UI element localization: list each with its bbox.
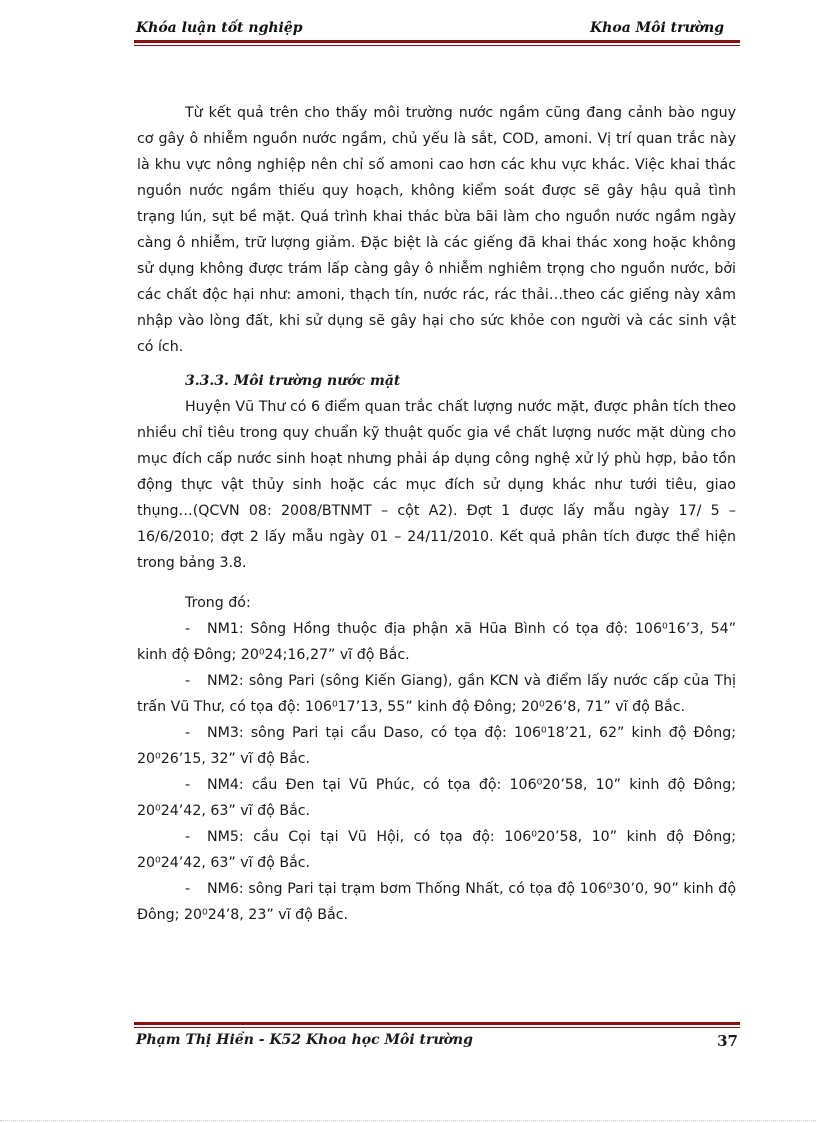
page-content — [137, 100, 736, 928]
page-header — [136, 18, 724, 42]
page-footer — [136, 1032, 738, 1056]
list-item-text: NM1: Sông Hồng thuộc địa phận xã Hũa Bình có tọa độ: 106⁰16’3, 54” kinh độ Đông; 20⁰24;16,27” vĩ độ Bắc. — [137, 621, 736, 663]
header-rule — [134, 40, 740, 46]
list-item-text: NM2: sông Pari (sông Kiến Giang), gần KCN và điểm lấy nước cấp của Thị trấn Vũ Thư, có tọa độ: 106⁰17’13, 55” kinh độ Đông; 20⁰26’8, 71” vĩ độ Bắc. — [137, 673, 736, 715]
footer-author: Phạm Thị Hiền - K52 Khoa học Môi trường — [136, 1032, 473, 1048]
list-item — [137, 824, 736, 876]
header-thesis-title: Khóa luận tốt nghiệp — [136, 20, 303, 36]
footer-rule — [134, 1022, 740, 1028]
bullet-dash: - — [185, 777, 191, 793]
page-number: 37 — [717, 1032, 738, 1050]
list-intro: Trong đó: — [185, 595, 251, 611]
bullet-dash: - — [185, 673, 191, 689]
bullet-dash: - — [185, 725, 191, 741]
list-item-text: NM6: sông Pari tại trạm bơm Thống Nhất, có tọa độ 106⁰30’0, 90” kinh độ Đông; 20⁰24’8, 23” vĩ độ Bắc. — [137, 881, 736, 923]
list-item — [137, 876, 736, 928]
bullet-dash: - — [185, 881, 191, 897]
list-item — [137, 720, 736, 772]
list-item-text: NM3: sông Pari tại cầu Daso, có tọa độ: 106⁰18’21, 62” kinh độ Đông; 20⁰26’15, 32” vĩ độ Bắc. — [137, 725, 736, 767]
header-faculty: Khoa Môi trường — [590, 20, 724, 36]
list-item-text: NM4: cầu Đen tại Vũ Phúc, có tọa độ: 106⁰20’58, 10” kinh độ Đông; 20⁰24’42, 63” vĩ độ Bắc. — [137, 777, 736, 819]
page-bottom-divider — [0, 1120, 816, 1121]
paragraph-surface-water: Huyện Vũ Thư có 6 điểm quan trắc chất lượng nước mặt, được phân tích theo nhiều chỉ tiêu trong quy chuẩn kỹ thuật quốc gia về chất lượng nước mặt dùng cho mục đích cấp nước sinh hoạt nhưng phải áp dụng công nghệ xử lý phù hợp, bảo tồn động thực vật thủy sinh hoặc các mục đích sử dụng khác như tưới tiêu, giao thụng…(QCVN 08: 2008/BTNMT – cột A2). Đợt 1 được lấy mẫu ngày 17/ 5 – 16/6/2010; đợt 2 lấy mẫu ngày 01 – 24/11/2010. Kết quả phân tích được thể hiện trong bảng 3.8. — [137, 399, 736, 571]
list-item — [137, 616, 736, 668]
list-item-text: NM5: cầu Cọi tại Vũ Hội, có tọa độ: 106⁰20’58, 10” kinh độ Đông; 20⁰24’42, 63” vĩ độ Bắc. — [137, 829, 736, 871]
section-heading: 3.3.3. Môi trường nước mặt — [185, 373, 401, 389]
bullet-dash: - — [185, 829, 191, 845]
list-item — [137, 772, 736, 824]
bullet-dash: - — [185, 621, 191, 637]
list-item — [137, 668, 736, 720]
paragraph-groundwater: Từ kết quả trên cho thấy môi trường nước ngầm cũng đang cảnh bào nguy cơ gây ô nhiễm nguồn nước ngầm, chủ yếu là sắt, COD, amoni. Vị trí quan trắc này là khu vực nông nghiệp nên chỉ số amoni cao hơn các khu vực khác. Việc khai thác nguồn nước ngầm thiếu quy hoạch, không kiểm soát được sẽ gây hậu quả tình trạng lún, sụt bề mặt. Quá trình khai thác bừa bãi làm cho nguồn nước ngầm ngày càng ô nhiễm, trữ lượng giảm. Đặc biệt là các giếng đã khai thác xong hoặc không sử dụng không được trám lấp càng gây ô nhiễm nghiêm trọng cho nguồn nước, bởi các chất độc hại như: amoni, thạch tín, nước rác, rác thải…theo các giếng này xâm nhập vào lòng đất, khi sử dụng sẽ gây hại cho sức khỏe con người và các sinh vật có ích. — [137, 105, 736, 355]
